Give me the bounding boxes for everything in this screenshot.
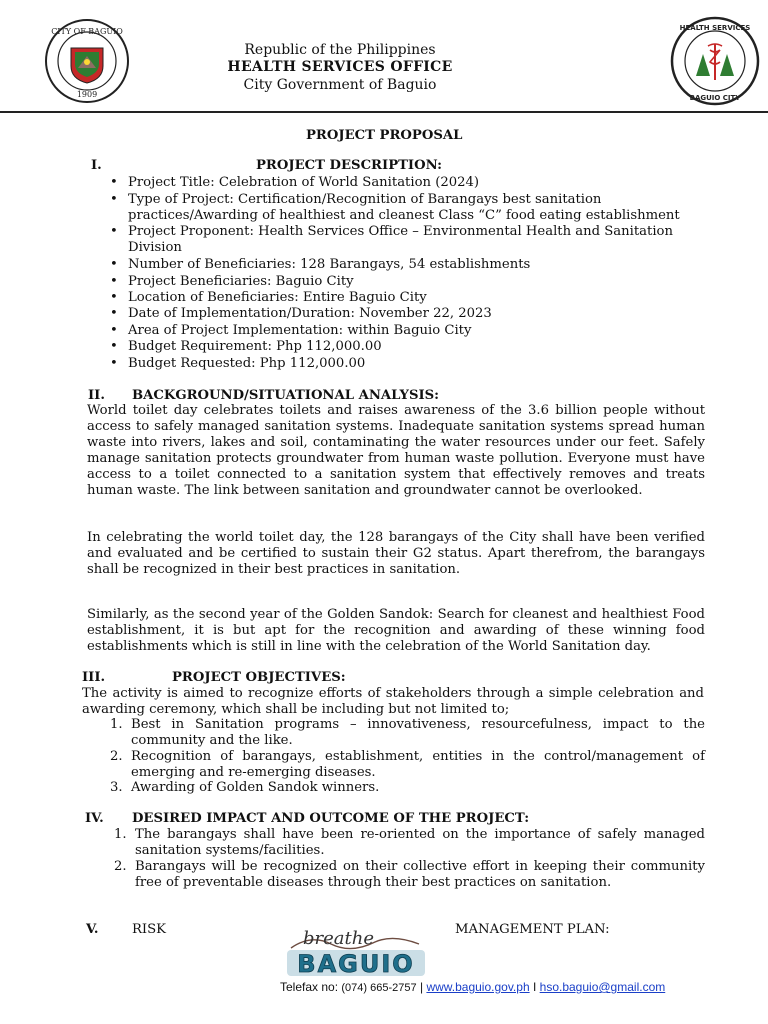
telefax-number: (074) 665-2757 — [341, 982, 417, 994]
section-2-heading: BACKGROUND/SITUATIONAL ANALYSIS: — [132, 388, 440, 403]
svg-text:CITY OF BAGUIO: CITY OF BAGUIO — [51, 27, 123, 36]
section-1-heading: PROJECT DESCRIPTION: — [256, 158, 443, 173]
website-link[interactable]: www.baguio.gov.ph — [426, 980, 530, 994]
logo-script-text: breathe — [303, 928, 374, 949]
objective-item: Recognition of barangays, establishment, entities in the control/management of emerging and re-emerging diseases. — [131, 749, 705, 780]
logo-word-text: BAGUIO — [297, 950, 415, 978]
section-2-numeral: II. — [88, 388, 105, 403]
footer-separator: | — [419, 980, 424, 994]
outcome-number: 2. — [114, 859, 127, 874]
svg-text:1909: 1909 — [76, 90, 98, 99]
description-item: • Budget Requested: Php 112,000.00 — [128, 356, 365, 372]
background-paragraph: Similarly, as the second year of the Golden Sandok: Search for cleanest and healthiest Food establishment, it is but apt for the recognition and awarding of these winning food establishments which is still in line with the celebration of the World Sanitation day. — [87, 607, 705, 654]
document-title: PROJECT PROPOSAL — [306, 128, 463, 143]
objective-number: 3. — [110, 780, 123, 795]
description-item: • Date of Implementation/Duration: November 22, 2023 — [128, 306, 492, 322]
objectives-intro: The activity is aimed to recognize efforts of stakeholders through a simple celebration and awarding ceremony, which shall be including but not limited to; — [82, 686, 704, 717]
description-item: • Type of Project: Certification/Recognition of Barangays best sanitation — [128, 192, 601, 208]
header-republic: Republic of the Philippines — [244, 42, 436, 58]
objective-number: 1. — [110, 717, 123, 732]
objective-item: Best in Sanitation programs – innovativeness, resourcefulness, impact to the community and the like. — [131, 717, 705, 748]
section-5-heading-risk: RISK — [132, 922, 167, 937]
description-item: • Project Proponent: Health Services Office – Environmental Health and Sanitation — [128, 224, 673, 240]
description-item-continuation: Division — [128, 240, 182, 255]
section-5-numeral: V. — [86, 922, 99, 937]
objective-item: Awarding of Golden Sandok winners. — [131, 780, 380, 795]
description-item: • Budget Requirement: Php 112,000.00 — [128, 339, 382, 355]
section-3-heading: PROJECT OBJECTIVES: — [172, 670, 346, 685]
section-1-numeral: I. — [91, 158, 102, 173]
health-services-office-seal — [670, 16, 760, 106]
outcome-number: 1. — [114, 827, 127, 842]
background-paragraph: World toilet day celebrates toilets and raises awareness of the 3.6 billion people without access to safely managed sanitation systems. Inadequate sanitation systems spread human waste into rivers, lakes and soil, contaminating the water resources under our feet. Safely manage sanitation protects groundwater from human waste pollution. Everyone must have access to a toilet connected to a sanitation system that effectively removes and treats human waste. The link between sanitation and groundwater cannot be overlooked. — [87, 403, 705, 498]
description-item-continuation: practices/Awarding of healthiest and cleanest Class “C” food eating establishment — [128, 208, 680, 223]
header-divider — [0, 111, 768, 113]
svg-text:HEALTH SERVICES: HEALTH SERVICES — [679, 24, 751, 32]
header-office: HEALTH SERVICES OFFICE — [227, 59, 453, 75]
city-of-baguio-seal — [44, 18, 130, 104]
section-4-numeral: IV. — [85, 811, 104, 826]
description-item: • Area of Project Implementation: within Baguio City — [128, 323, 471, 339]
description-item: • Number of Beneficiaries: 128 Barangays, 54 establishments — [128, 257, 530, 273]
description-item: • Project Beneficiaries: Baguio City — [128, 274, 354, 290]
description-item: • Location of Beneficiaries: Entire Baguio City — [128, 290, 427, 306]
outcome-item: Barangays will be recognized on their collective effort in keeping their community free of preventable diseases through their best practices on sanitation. — [135, 859, 705, 890]
objective-number: 2. — [110, 749, 123, 764]
header-city-government: City Government of Baguio — [243, 77, 437, 93]
description-item: • Project Title: Celebration of World Sanitation (2024) — [128, 175, 479, 191]
telefax-label: Telefax no: — [280, 980, 339, 994]
footer-separator: I — [532, 980, 537, 994]
section-3-numeral: III. — [82, 670, 106, 685]
background-paragraph: In celebrating the world toilet day, the 128 barangays of the City shall have been verified and evaluated and be certified to sustain their G2 status. Apart therefrom, the barangays shall be recognized in their best practices in sanitation. — [87, 530, 705, 577]
footer-contact — [280, 980, 665, 994]
svg-text:BAGUIO CITY: BAGUIO CITY — [689, 94, 741, 102]
breathe-baguio-logo — [283, 918, 429, 980]
section-5-heading-plan: MANAGEMENT PLAN: — [455, 922, 610, 937]
outcome-item: The barangays shall have been re-oriented on the importance of safely managed sanitation systems/facilities. — [135, 827, 705, 858]
email-link[interactable]: hso.baguio@gmail.com — [539, 980, 666, 994]
section-4-heading: DESIRED IMPACT AND OUTCOME OF THE PROJECT: — [132, 811, 530, 826]
